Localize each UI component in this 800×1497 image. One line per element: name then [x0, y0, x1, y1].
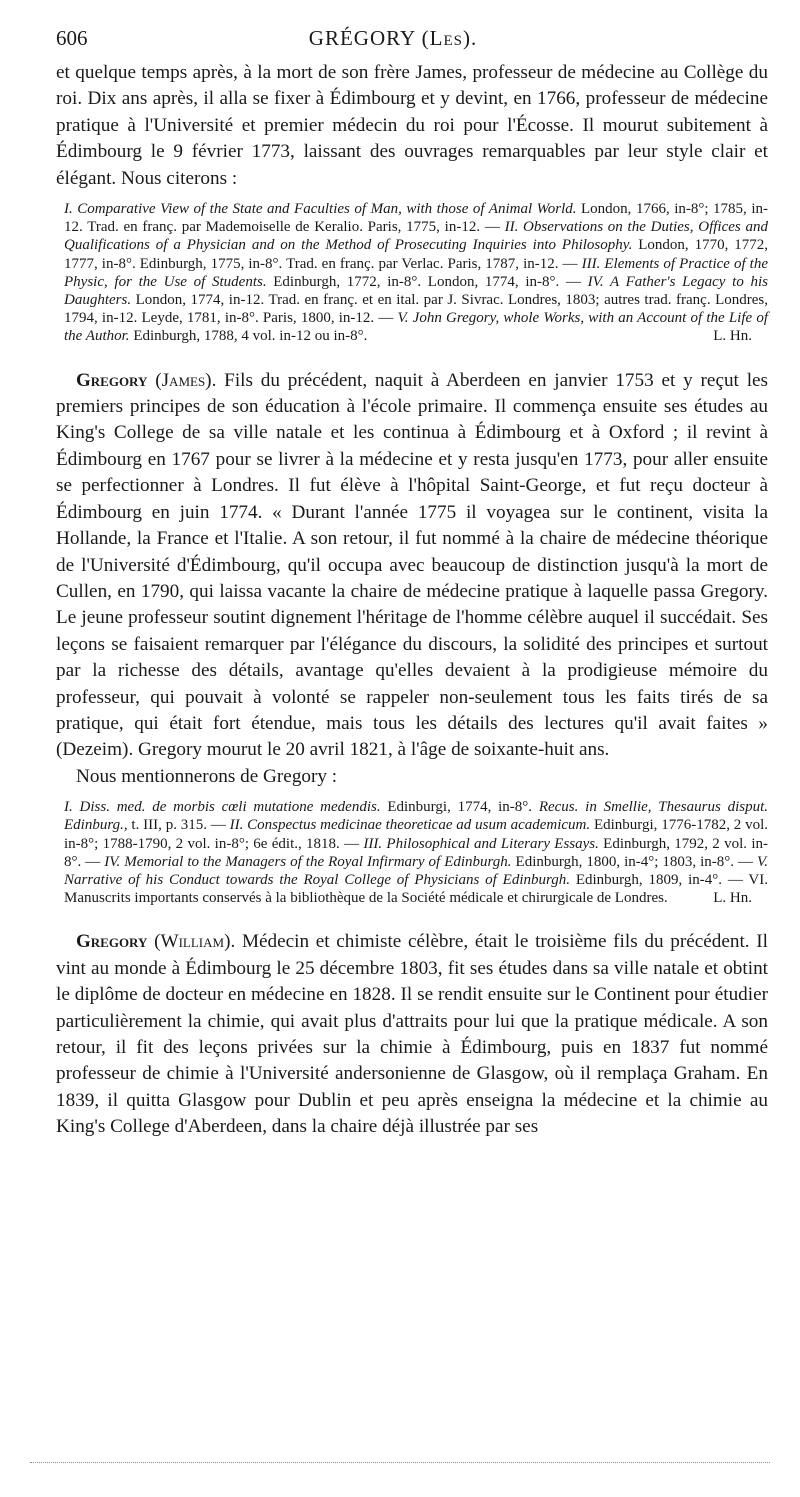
- biblio-work-details: London, 1770, 1772, 1777, in-8°. Edinburgh, 1775, in-8°. Trad. en franç. par Verlac. Paris, 1787, in-12. —: [64, 237, 768, 272]
- footer-divider: [30, 1462, 770, 1463]
- biblio-work-details: Edinburgh, 1792, 2 vol. in-8°. —: [64, 835, 768, 870]
- entry-body-text: Médecin et chimiste célèbre, était le troisième fils du précédent. Il vint au monde à Édimbourg le 25 décembre 1803, fit ses études dans sa ville natale et obtint le diplôme de docteur en médecine en 1828. Il se rendit ensuite sur le Continent pour étudier particulièrement la chimie, qui avait plus d'attraits pour lui que la pratique médicale. A son retour, il fit des leçons privées sur la chimie à Édimbourg, puis en 1837 fut nommé professeur de chimie à l'Université andersonienne de Glasgow, où il remplaça Graham. En 1839, il quitta Glasgow pour Dublin et peu après enseigna la médecine et la chimie au King's College d'Aberdeen, dans la chaire déjà illustrée par ses: [56, 931, 768, 1138]
- entry-headword: Gregory: [76, 931, 148, 953]
- biblio-work-title: I. Comparative View of the State and Faculties of Man, with those of Animal World.: [64, 201, 577, 218]
- entry-body-text: Fils du précédent, naquit à Aberdeen en janvier 1753 et y reçut les premiers principes de son éducation à l'école primaire. Il commença ensuite ses études au King's College de sa ville natale et les continua à Édimbourg et à Oxford ; il revint à Édimbourg en 1767 pour se livrer à la médecine et y resta jusqu'en 1773, pour aller ensuite se perfectionner à Londres. Il fut élève à l'hôpital Saint-George, et fut reçu docteur à Édimbourg en juin 1774. « Durant l'année 1775 il voyagea sur le continent, visita la Hollande, la France et l'Italie. A son retour, il fut nommé à la chaire de médecine théorique de l'Université d'Édimbourg, qu'il occupa avec beaucoup de distinction jusqu'à la mort de Cullen, en 1790, qui laissa vacante la chaire de médecine pratique à laquelle passa Gregory. Le jeune professeur soutint dignement l'héritage de l'homme célèbre auquel il succédait. Ses leçons se faisaient remarquer par l'élégance du discours, la solidité des principes et surtout par la richesse des détails, avantage qu'elles devaient à la prodigieuse mémoire du professeur, qui pouvait à volonté se rappeler non-seulement tous les faits tirés de sa pratique, qui était fort étendue, mais tous les détails des lectures qu'il avait faites » (Dezeim). Gregory mourut le 20 avril 1821, à l'âge de soixante-huit ans.: [56, 369, 769, 761]
- biblio-work-details: London, 1774, in-12. Trad. en franç. et en ital. par J. Sivrac. Londres, 1803; autres trad. franç. Londres, 1794, in-12. Leyde, 1781, in-8°. Paris, 1800, in-12. —: [64, 292, 768, 327]
- entry-continuation-text: et quelque temps après, à la mort de son frère James, professeur de médecine au Collège du roi. Dix ans après, il alla se fixer à Édimbourg et y devint, en 1766, professeur de médecine pratique à l'Université et premier médecin du roi pour l'Écosse. Il mourut subitement à Édimbourg le 9 février 1773, laissant des ouvrages remarquables par leur style clair et élégant. Nous citerons :: [56, 62, 768, 189]
- biblio-work-title: V. John Gregory, whole Works, with an Account of the Life of the Author.: [64, 310, 768, 345]
- entry-gregory-william: [56, 929, 768, 1140]
- running-head-paren: (Les).: [421, 26, 478, 50]
- running-head-main: GRÉGORY: [308, 26, 416, 50]
- page-number: 606: [56, 26, 88, 50]
- bibliography-entry-john: [56, 200, 768, 346]
- biblio-work-title: Recus. in Smellie, Thesaurus disput. Edinburg.,: [64, 799, 769, 834]
- biblio-work-details: t. III, p. 315. —: [127, 817, 230, 834]
- running-head: [128, 26, 768, 51]
- biblio-work-details: Edinburgi, 1774, in-8°.: [380, 799, 539, 816]
- biblio-work-title: III. Elements of Practice of the Physic, for the Use of Students.: [64, 255, 769, 290]
- entry-given-name: (James).: [155, 369, 217, 391]
- author-signature: L. Hn.: [713, 328, 752, 345]
- bibliography-entry-james: [56, 798, 768, 907]
- biblio-work-details: Edinburgh, 1772, in-8°. London, 1774, in-8°. —: [266, 273, 588, 290]
- biblio-work-title: II. Conspectus medicinae theoreticae ad usum academicum.: [229, 817, 591, 834]
- entry-mention-line: Nous mentionnerons de Gregory :: [76, 765, 338, 787]
- biblio-work-details: Edinburgh, 1809, in-4°. — VI. Manuscrits importants conservés à la bibliothèque de la Société médicale et chirurgicale de Londres.: [64, 871, 768, 907]
- author-signature: L. Hn.: [713, 890, 752, 907]
- biblio-work-title: IV. A Father's Legacy to his Daughters.: [64, 273, 769, 309]
- biblio-work-details: Edinburgi, 1776-1782, 2 vol. in-8°; 1788-1790, 2 vol. in-8°; 6e édit., 1818. —: [64, 817, 769, 852]
- biblio-work-title: IV. Memorial to the Managers of the Royal Infirmary of Edinburgh.: [104, 853, 512, 870]
- dictionary-page: [56, 26, 768, 1141]
- biblio-work-details: Edinburgh, 1788, 4 vol. in-12 ou in-8°.: [129, 328, 368, 345]
- entry-given-name: (William).: [154, 931, 236, 953]
- entry-headword: Gregory: [76, 369, 148, 391]
- biblio-work-details: London, 1766, in-8°; 1785, in-12. Trad. en franç. par Mademoiselle de Keralio. Paris, 1775, in-12. —: [64, 201, 768, 236]
- biblio-work-title: II. Observations on the Duties, Offices and Qualifications of a Physician and on the Method of Prosecuting Inquiries into Philosophy.: [64, 219, 768, 254]
- page-header: [56, 26, 768, 60]
- biblio-work-details: Edinburgh, 1800, in-4°; 1803, in-8°. —: [511, 853, 758, 870]
- biblio-work-title: V. Narrative of his Conduct towards the Royal College of Physicians of Edinburgh.: [64, 853, 768, 888]
- entry-gregory-james: [56, 368, 768, 764]
- biblio-work-title: I. Diss. med. de morbis cœli mutatione medendis.: [64, 799, 381, 816]
- biblio-work-title: III. Philosophical and Literary Essays.: [363, 835, 599, 852]
